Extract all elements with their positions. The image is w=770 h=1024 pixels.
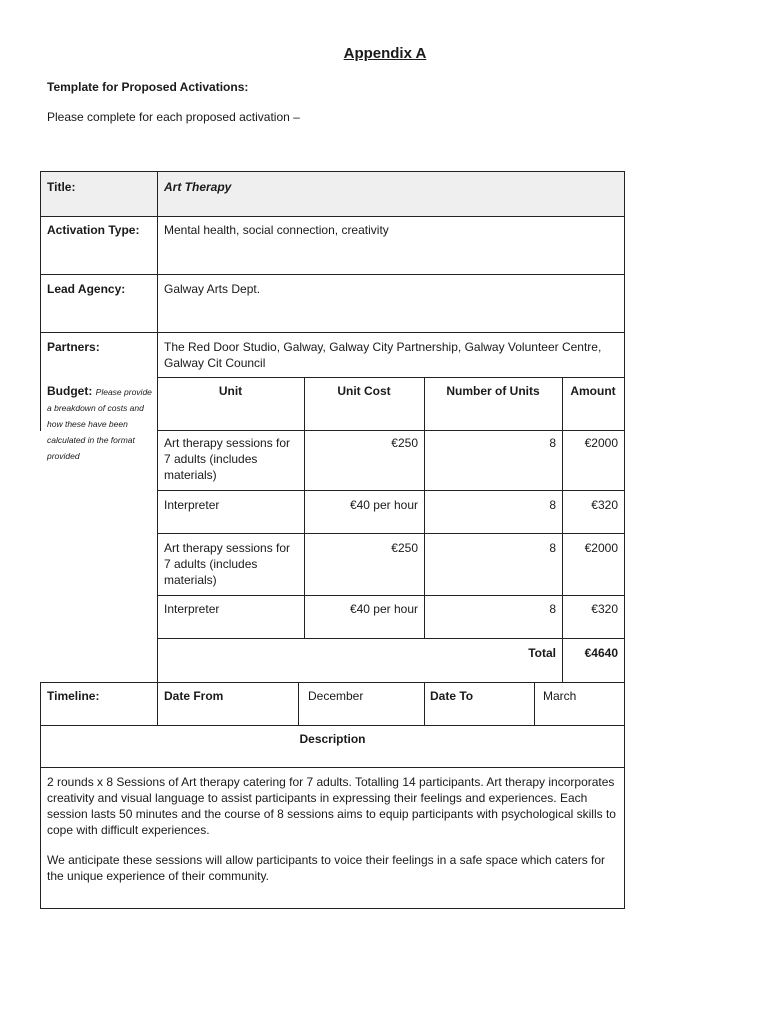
header-amount: Amount bbox=[570, 384, 616, 398]
border bbox=[157, 490, 625, 491]
total-value: €4640 bbox=[584, 646, 618, 660]
budget-row-units: 8 bbox=[549, 498, 556, 512]
description-label: Description bbox=[299, 732, 366, 746]
budget-row-unit-cost: €40 per hour bbox=[349, 498, 418, 512]
budget-row-unit-cost: €250 bbox=[391, 436, 418, 450]
lead-agency-value: Galway Arts Dept. bbox=[164, 282, 261, 296]
activation-type-label: Activation Type: bbox=[47, 223, 140, 237]
header-unit: Unit bbox=[218, 384, 243, 398]
activation-type-value: Mental health, social connection, creativity bbox=[164, 223, 389, 237]
header-number-of-units: Number of Units bbox=[446, 384, 540, 398]
border bbox=[40, 682, 625, 683]
budget-row-amount: €2000 bbox=[584, 436, 618, 450]
border bbox=[40, 332, 625, 333]
border bbox=[157, 430, 625, 431]
border bbox=[40, 908, 625, 909]
budget-row-unit: Interpreter bbox=[164, 498, 220, 512]
timeline-label: Timeline: bbox=[47, 689, 100, 703]
title-label: Title: bbox=[47, 180, 76, 194]
activation-form bbox=[40, 171, 625, 909]
border bbox=[157, 638, 625, 639]
budget-label-block bbox=[47, 383, 152, 463]
date-from-label: Date From bbox=[164, 689, 224, 703]
date-to-value: March bbox=[543, 689, 577, 703]
title-value: Art Therapy bbox=[164, 180, 232, 194]
budget-row-amount: €320 bbox=[591, 602, 618, 616]
border bbox=[40, 216, 625, 217]
budget-row-unit: Interpreter bbox=[164, 602, 220, 616]
budget-row-amount: €2000 bbox=[584, 541, 618, 555]
border bbox=[157, 171, 158, 725]
title-row-shade bbox=[40, 171, 625, 216]
budget-row-unit-cost: €40 per hour bbox=[349, 602, 418, 616]
description-body bbox=[47, 774, 617, 898]
border bbox=[562, 377, 563, 682]
budget-row-unit: Art therapy sessions for 7 adults (includes materials) bbox=[164, 541, 291, 587]
border bbox=[624, 171, 625, 909]
border bbox=[298, 682, 299, 725]
budget-row-unit-cost: €250 bbox=[391, 541, 418, 555]
header-unit-cost: Unit Cost bbox=[337, 384, 391, 398]
border bbox=[157, 533, 625, 534]
budget-row-units: 8 bbox=[549, 436, 556, 450]
border bbox=[40, 171, 41, 431]
description-paragraph: 2 rounds x 8 Sessions of Art therapy catering for 7 adults. Totalling 14 participants. Art therapy incorporates creativity and visual language to assist participants in expressing their feelings and experiences. Each session lasts 50 minutes and the course of 8 sessions aims to equip participants with psychological skills to cope with difficult experiences. bbox=[47, 775, 616, 837]
lead-agency-label: Lead Agency: bbox=[47, 282, 126, 296]
intro-text: Please complete for each proposed activation – bbox=[47, 110, 300, 124]
border bbox=[40, 725, 625, 726]
partners-label: Partners: bbox=[47, 340, 100, 354]
border bbox=[534, 682, 535, 725]
partners-value: The Red Door Studio, Galway, Galway City Partnership, Galway Volunteer Centre, Galway Cit Council bbox=[164, 340, 602, 370]
total-label: Total bbox=[528, 646, 556, 660]
template-subtitle: Template for Proposed Activations: bbox=[47, 80, 249, 94]
page-title: Appendix A bbox=[343, 45, 427, 62]
budget-row-units: 8 bbox=[549, 602, 556, 616]
budget-row-unit: Art therapy sessions for 7 adults (includes materials) bbox=[164, 436, 291, 482]
border bbox=[40, 767, 625, 768]
border bbox=[40, 274, 625, 275]
border bbox=[40, 682, 41, 909]
budget-label: Budget: bbox=[47, 384, 93, 398]
budget-note: Please provide a breakdown of costs and how these have been calculated in the format provided bbox=[47, 387, 152, 461]
border bbox=[424, 682, 425, 725]
border bbox=[157, 595, 625, 596]
budget-row-amount: €320 bbox=[591, 498, 618, 512]
date-from-value: December bbox=[308, 689, 364, 703]
budget-row-units: 8 bbox=[549, 541, 556, 555]
date-to-label: Date To bbox=[430, 689, 474, 703]
description-paragraph: We anticipate these sessions will allow participants to voice their feelings in a safe space which caters for the unique experience of their community. bbox=[47, 853, 606, 883]
border bbox=[40, 171, 625, 172]
border bbox=[157, 377, 625, 378]
